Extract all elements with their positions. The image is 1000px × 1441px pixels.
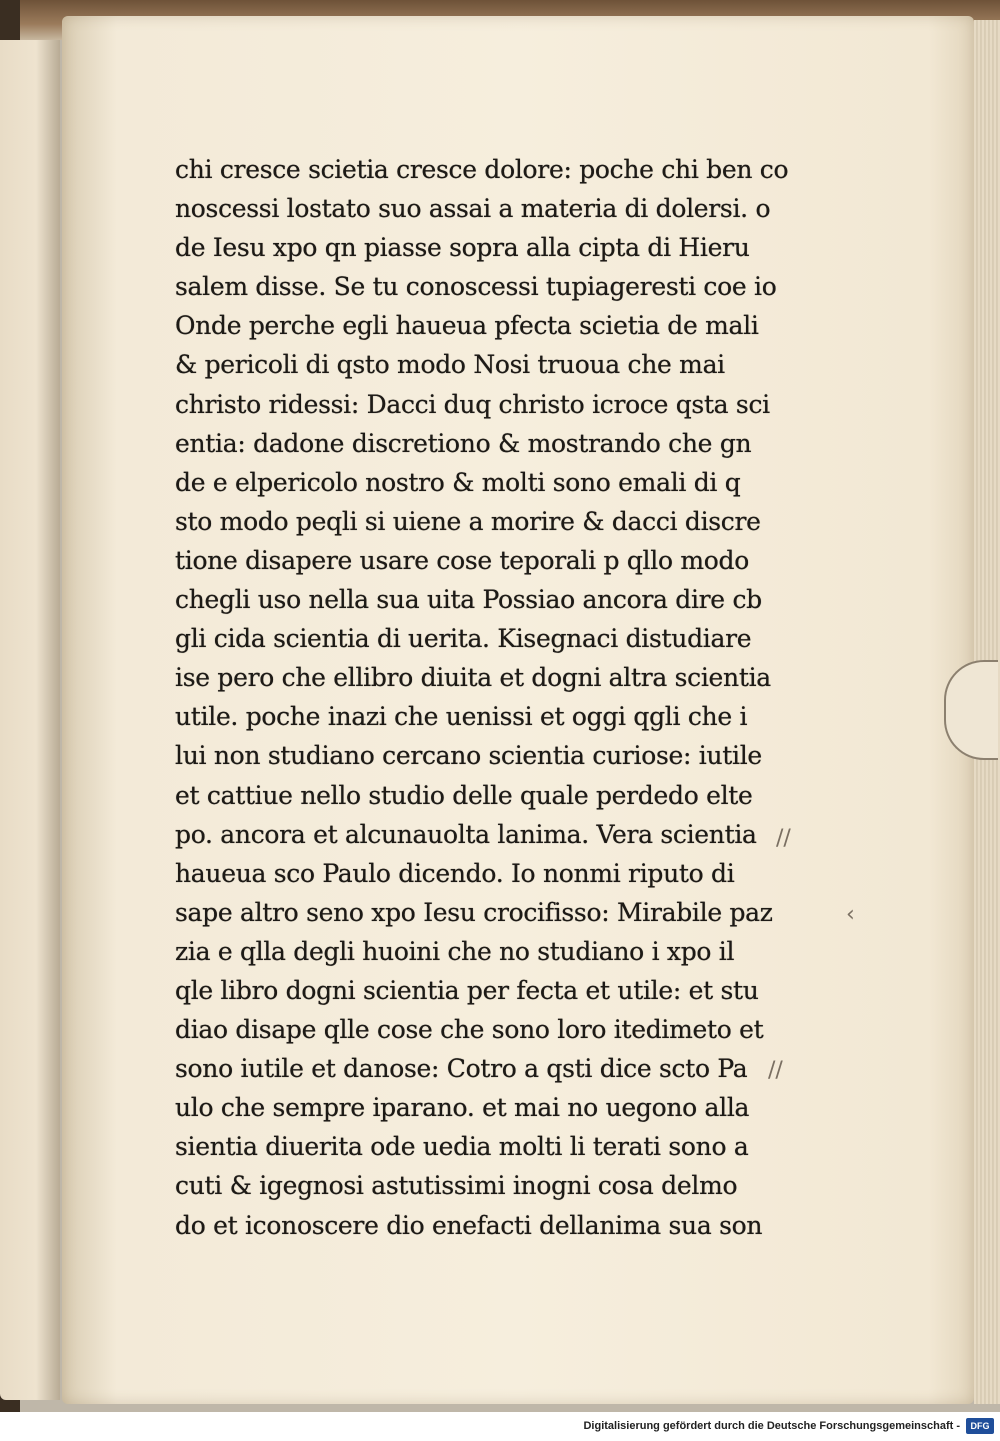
text-line: christo ridessi: Dacci duq christo icroce qsta sci <box>175 389 770 419</box>
margin-mark: // <box>776 826 791 851</box>
text-line: lui non studiano cercano scientia curiose: iutile <box>175 741 762 771</box>
text-line: de Iesu xpo qn piasse sopra alla cipta di Hieru <box>175 233 750 263</box>
text-line: po. ancora et alcunauolta lanima. Vera scientia <box>175 819 757 849</box>
text-line: sientia diuerita ode uedia molti li terati sono a <box>175 1132 749 1162</box>
text-line: ulo che sempre iparano. et mai no uegono alla <box>175 1093 750 1123</box>
text-line: diao disape qlle cose che sono loro itedimeto et <box>175 1015 764 1045</box>
margin-mark: ‹ <box>846 902 855 927</box>
facing-page-edge <box>0 40 60 1400</box>
text-line: entia: dadone discretiono & mostrando che gn <box>175 428 752 458</box>
footer-bar <box>0 1412 1000 1441</box>
printed-text <box>175 150 795 1245</box>
text-line: gli cida scientia di uerita. Kisegnaci distudiare <box>175 624 752 654</box>
text-line: sto modo peqli si uiene a morire & dacci discre <box>175 506 761 536</box>
text-line: chegli uso nella sua uita Possiao ancora dire cb <box>175 585 762 615</box>
page-clip-tab <box>944 660 998 760</box>
text-line: salem disse. Se tu conoscessi tupiageresti coe io <box>175 272 777 302</box>
text-line: et cattiue nello studio delle quale perdedo elte <box>175 780 753 810</box>
text-line: noscessi lostato suo assai a materia di dolersi. o <box>175 194 771 224</box>
text-line: utile. poche inazi che uenissi et oggi qgli che i <box>175 702 748 732</box>
dfg-logo-icon: DFG <box>966 1418 994 1434</box>
text-line: Onde perche egli haueua pfecta scietia de mali <box>175 311 759 341</box>
funding-credit: Digitalisierung gefördert durch die Deutsche Forschungsgemeinschaft - <box>583 1420 960 1432</box>
margin-mark: // <box>768 1058 783 1083</box>
text-line: sono iutile et danose: Cotro a qsti dice scto Pa <box>175 1054 748 1084</box>
text-line: chi cresce scietia cresce dolore: poche chi ben co <box>175 155 789 184</box>
text-line: & pericoli di qsto modo Nosi truoua che mai <box>175 350 725 380</box>
text-line: do et iconoscere dio enefacti dellanima sua son <box>175 1210 763 1240</box>
text-line: tione disapere usare cose teporali p qllo modo <box>175 545 749 575</box>
text-line: zia e qlla degli huoini che no studiano i xpo il <box>175 936 735 966</box>
text-line: qle libro dogni scientia per fecta et utile: et stu <box>175 975 759 1005</box>
text-line: haueua sco Paulo dicendo. Io nonmi riputo di <box>175 858 735 888</box>
text-line: ise pero che ellibro diuita et dogni altra scientia <box>175 663 771 693</box>
text-line: cuti & igegnosi astutissimi inogni cosa delmo <box>175 1171 738 1201</box>
text-line: de e elpericolo nostro & molti sono emali di q <box>175 467 741 497</box>
text-line: sape altro seno xpo Iesu crocifisso: Mirabile paz <box>175 897 773 927</box>
